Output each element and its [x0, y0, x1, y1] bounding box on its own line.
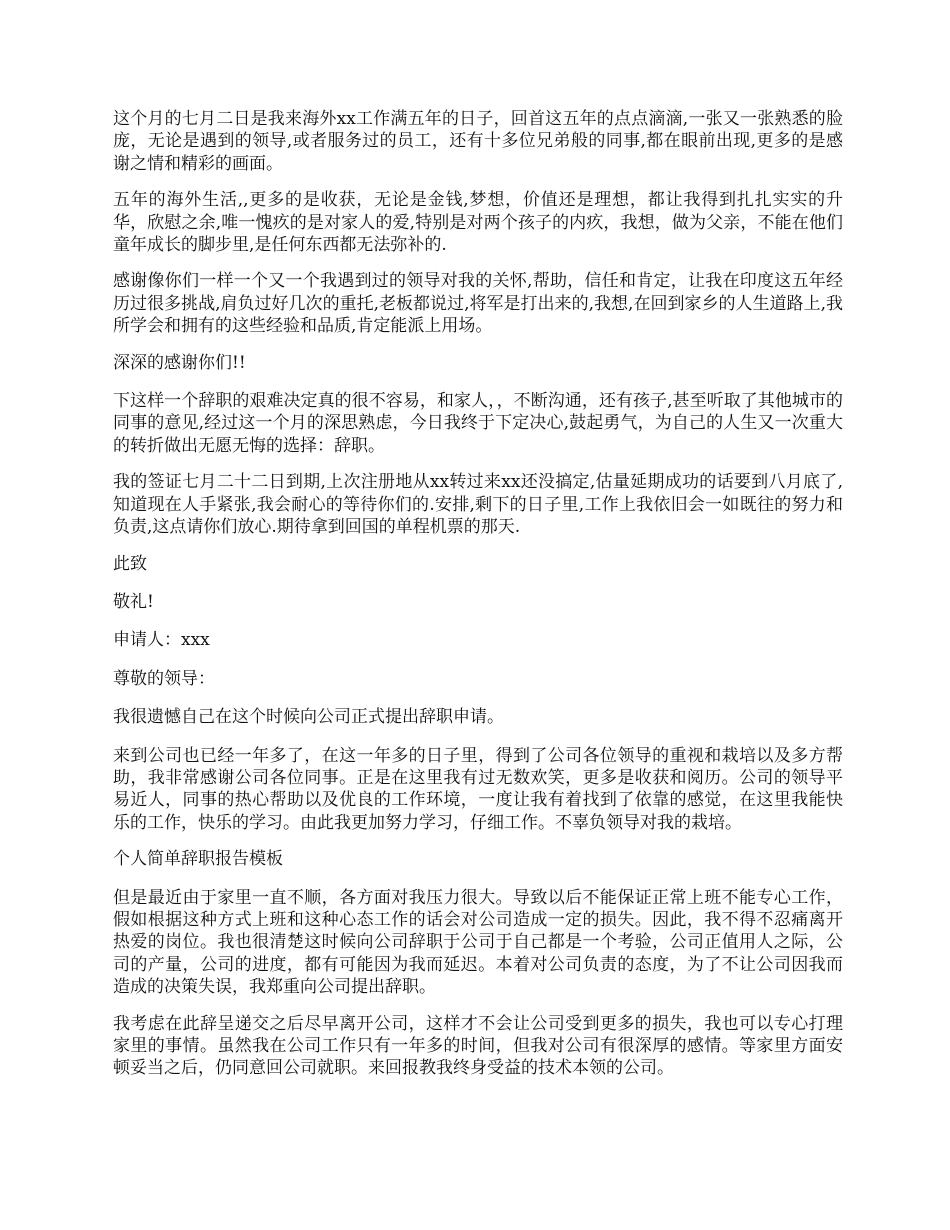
closing-regards: 敬礼! — [113, 591, 154, 612]
document-body — [113, 108, 843, 1094]
paragraph-resignation-statement: 我很遗憾自己在这个时候向公司正式提出辞职申请。 — [113, 707, 504, 728]
greeting-line: 尊敬的领导： — [113, 668, 215, 689]
paragraph-overseas-life: 五年的海外生活,,更多的是收获，无论是金钱,梦想，价值还是理想，都让我得到扎扎实实的升华，欣慰之余,唯一愧疚的是对家人的爱,特别是对两个孩子的内疚，我想，做为父亲，不能在他们童年成长的脚步里,是任何东西都无法弥补的. — [113, 190, 843, 256]
paragraph-family-reasons: 但是最近由于家里一直不顺，各方面对我压力很大。导致以后不能保证正常上班不能专心工作，假如根据这种方式上班和这种心态工作的话会对公司造成一定的损失。因此，我不得不忍痛离开热爱的岗位。我也很清楚这时候向公司辞职于公司于自己都是一个考验，公司正值用人之际，公司的产量，公司的进度，都有可能因为我而延迟。本着对公司负责的态度，为了不让公司因我而造成的决策失误，我郑重向公司提出辞职。 — [113, 887, 843, 998]
paragraph-visa: 我的签证七月二十二日到期,上次注册地从xx转过来xx还没搞定,估量延期成功的话要到八月底了,知道现在人手紧张,我会耐心的等待你们的.安排,剩下的日子里,工作上我依旧会一如既往的努力和负责,这点请你们放心.期待拿到回国的单程机票的那天. — [113, 472, 843, 538]
applicant-line: 申请人：xxx — [113, 630, 210, 651]
section-heading: 个人简单辞职报告模板 — [113, 849, 283, 870]
closing-salutation: 此致 — [113, 553, 147, 574]
paragraph-intro: 这个月的七月二日是我来海外xx工作满五年的日子，回首这五年的点点滴滴,一张又一张熟悉的脸庞，无论是遇到的领导,或者服务过的员工，还有十多位兄弟般的同事,都在眼前出现,更多的是感谢之情和精彩的画面。 — [113, 109, 843, 174]
paragraph-deep-thanks: 深深的感谢你们!! — [113, 352, 246, 373]
paragraph-departure-plan: 我考虑在此辞呈递交之后尽早离开公司，这样才不会让公司受到更多的损失，我也可以专心打理家里的事情。虽然我在公司工作只有一年多的时间，但我对公司有很深厚的感情。等家里方面安顿妥当之后，仍同意回公司就职。来回报教我终身受益的技术本领的公司。 — [113, 1013, 843, 1079]
paragraph-company-gratitude: 来到公司也已经一年多了，在这一年多的日子里，得到了公司各位领导的重视和栽培以及多方帮助，我非常感谢公司各位同事。正是在这里我有过无数欢笑，更多是收获和阅历。公司的领导平易近人，同事的热心帮助以及优良的工作环境，一度让我有着找到了依靠的感觉，在这里我能快乐的工作，快乐的学习。由此我更加努力学习，仔细工作。不辜负领导对我的栽培。 — [113, 745, 843, 833]
paragraph-thanks-leaders: 感谢像你们一样一个又一个我遇到过的领导对我的关怀,帮助，信任和肯定，让我在印度这五年经历过很多挑战,肩负过好几次的重托,老板都说过,将军是打出来的,我想,在回到家乡的人生道路上,我所学会和拥有的这些经验和品质,肯定能派上用场。 — [113, 271, 843, 337]
paragraph-decision: 下这样一个辞职的艰难决定真的很不容易，和家人，，不断沟通，还有孩子,甚至听取了其他城市的同事的意见,经过这一个月的深思熟虑，今日我终于下定决心,鼓起勇气，为自己的人生又一次重大的转折做出无愿无悔的选择：辞职。 — [113, 391, 843, 456]
